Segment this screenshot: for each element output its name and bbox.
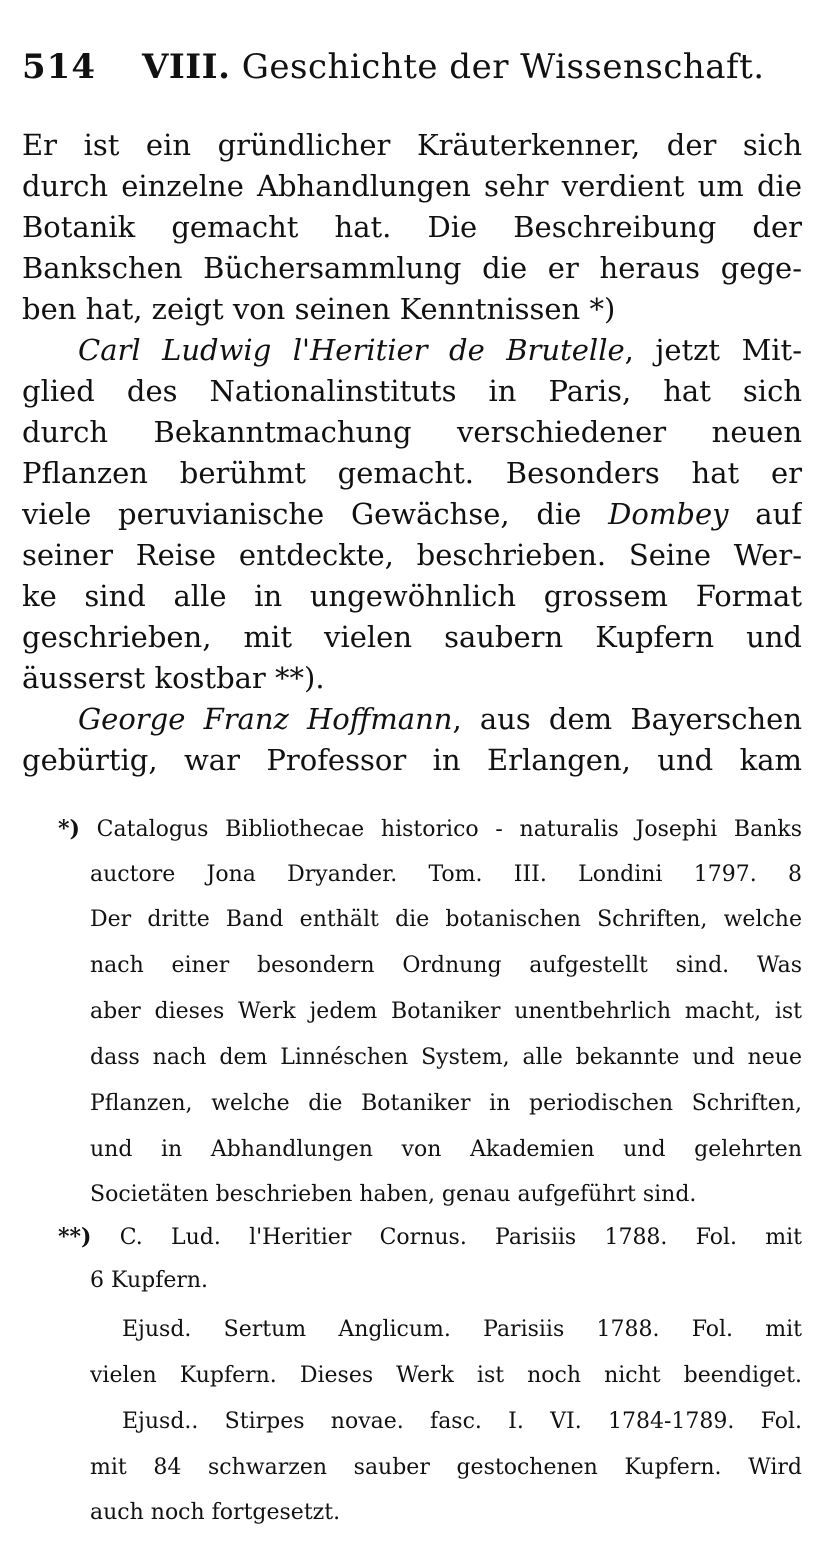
footnote-line xyxy=(58,1214,802,1260)
footnote-marker: *) xyxy=(58,816,80,842)
body-line: äusserst kostbar **). xyxy=(22,661,325,695)
footnote-text: C. Lud. l'Heritier Cornus. Parisiis 1788. Fol. mit xyxy=(119,1225,802,1250)
footnote-line: vielen Kupfern. Dieses Werk ist noch nicht beendiget. xyxy=(90,1363,802,1388)
body-line: Bankschen Büchersammlung die er heraus gege- xyxy=(22,251,802,285)
footnote-line xyxy=(58,806,802,852)
body-line: Botanik gemacht hat. Die Beschreibung der xyxy=(22,210,802,244)
footnote-line: Ejusd.. Stirpes novae. fasc. I. VI. 1784-1789. Fol. xyxy=(122,1409,802,1434)
body-line: glied des Nationalinstituts in Paris, hat sich xyxy=(22,374,802,408)
footnote-line: und in Abhandlungen von Akademien und gelehrten xyxy=(90,1137,802,1162)
footnote-line: nach einer besondern Ordnung aufgestellt sind. Was xyxy=(90,953,802,978)
footnote-line: Ejusd. Sertum Anglicum. Parisiis 1788. Fol. mit xyxy=(122,1317,802,1342)
body-line: gebürtig, war Professor in Erlangen, und kam xyxy=(22,743,802,777)
body-line: durch einzelne Abhandlungen sehr verdient um die xyxy=(22,169,802,203)
footnote-line: Der dritte Band enthält die botanischen Schriften, welche xyxy=(90,907,802,932)
footnote-line: dass nach dem Linnéschen System, alle bekannte und neue xyxy=(90,1045,802,1070)
body-line: geschrieben, mit vielen saubern Kupfern und xyxy=(22,620,802,654)
running-title xyxy=(142,47,765,87)
person-name: Carl Ludwig l'Heritier de Brutelle xyxy=(78,333,625,367)
footnote-line: auctore Jona Dryander. Tom. III. Londini 1797. 8 xyxy=(90,862,802,887)
person-name: Dombey xyxy=(608,497,729,531)
person-name: George Franz Hoffmann xyxy=(78,702,453,736)
footnote-line: aber dieses Werk jedem Botaniker unentbehrlich macht, ist xyxy=(90,999,802,1024)
body-line xyxy=(78,329,802,371)
footnote-line: Pflanzen, welche die Botaniker in periodischen Schriften, xyxy=(90,1091,802,1116)
body-line: ben hat, zeigt von seinen Kenntnissen *) xyxy=(22,292,616,326)
footnote-line: mit 84 schwarzen sauber gestochenen Kupfern. Wird xyxy=(90,1455,802,1480)
body-text: auf xyxy=(728,497,802,531)
body-text: , aus dem Bayerschen xyxy=(452,702,802,736)
page-header xyxy=(22,42,812,92)
body-line xyxy=(22,493,802,535)
footnote-line: 6 Kupfern. xyxy=(90,1268,209,1293)
body-text: , jetzt Mit- xyxy=(624,333,802,367)
chapter-number: VIII. xyxy=(141,47,231,87)
body-line: Er ist ein gründlicher Kräuterkenner, der sich xyxy=(22,128,802,162)
body-line: seiner Reise entdeckte, beschrieben. Seine Wer- xyxy=(22,538,802,572)
footnote-marker: **) xyxy=(58,1224,92,1250)
footnote-line: Societäten beschrieben haben, genau aufgeführt sind. xyxy=(90,1182,697,1207)
chapter-title: Geschichte der Wissenschaft. xyxy=(241,47,765,87)
footnote-text: Catalogus Bibliothecae historico - naturalis Josephi Banks xyxy=(96,817,802,842)
body-line: durch Bekanntmachung verschiedener neuen xyxy=(22,415,802,449)
body-text: viele peruvianische Gewächse, die xyxy=(22,497,609,531)
footnote-line: auch noch fortgesetzt. xyxy=(90,1500,341,1525)
body-line xyxy=(78,698,802,740)
page-number: 514 xyxy=(22,47,96,87)
body-line: Pflanzen berühmt gemacht. Besonders hat er xyxy=(22,456,802,490)
body-line: ke sind alle in ungewöhnlich grossem Format xyxy=(22,579,802,613)
